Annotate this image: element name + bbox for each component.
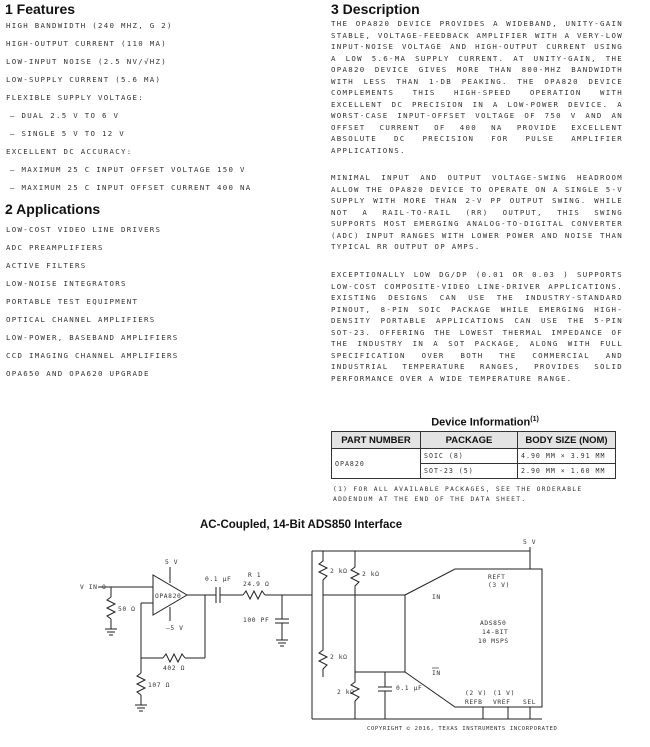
- package-cell: SOIC (8): [421, 449, 518, 464]
- circuit-label-adc-name: ADS850: [480, 620, 507, 627]
- circuit-label-r2k-c: 2 kΩ: [330, 654, 348, 661]
- circuit-label-vin: V IN O: [80, 584, 107, 591]
- circuit-label-r2k-d: 2 kΩ: [337, 689, 355, 696]
- circuit-label-reft-v: (3 V): [488, 582, 510, 589]
- table-row: [332, 449, 616, 464]
- table-header-row: [332, 432, 616, 449]
- column-header: BODY SIZE (NOM): [518, 432, 616, 449]
- circuit-label-r1: R 1: [248, 572, 262, 579]
- feature-item: LOW-SUPPLY CURRENT (5.6 MA): [6, 75, 162, 84]
- body-size-cell: 2.90 MM × 1.60 MM: [518, 464, 616, 479]
- part-number-cell: OPA820: [332, 449, 421, 479]
- circuit-copyright: COPYRIGHT © 2016, TEXAS INSTRUMENTS INCORPORATED: [367, 726, 558, 732]
- description-paragraph: EXCEPTIONALLY LOW DG/DP (0.01 OR 0.03 ) SUPPORTS LOW-COST COMPOSITE-VIDEO LINE-DRIVER APPLICATIONS. EXISTING DESIGNS CAN USE THE INDUSTRY-STANDARD PINOUT, 8-PIN SOIC PACKAGE WHILE EMERGING HIGH-DENSITY PORTABLE APPLICATIONS CAN USE THE 5-PIN SOT-23. OFFERING THE LOWEST THERMAL IMPEDANCE OF THE INDUSTRY IN A SOT PACKAGE, ALONG WITH FULL SPECIFICATION OVER BOTH THE COMMERCIAL AND INDUSTRIAL TEMPERATURE RANGES, PROVIDES SOLID PERFORMANCE OVER A WIDE TEMPERATURE RANGE.: [331, 270, 623, 383]
- body-size-cell: 4.90 MM × 3.91 MM: [518, 449, 616, 464]
- description-paragraph: THE OPA820 DEVICE PROVIDES A WIDEBAND, UNITY-GAIN STABLE, VOLTAGE-FEEDBACK AMPLIFIER WITH A VERY-LOW INPUT-NOISE VOLTAGE AND HIGH-OUTPUT CURRENT USING A LOW 5.6-MA SUPPLY CURRENT. AT UNITY-GAIN, THE OPA820 DEVICE GIVES MORE THAN 800-MHZ BANDWIDTH WITH LESS THAN 1-DB PEAKING. THE OPA820 DEVICE COMPLEMENTS THIS HIGH-SPEED OPERATION WITH EXCELLENT DC PRECISION IN A LOW-POWER DEVICE. A WORST-CASE INPUT-OFFSET VOLTAGE OF 750 V AND AN OFFSET CURRENT OF 400 NA PROVIDE EXCELLENT ABSOLUTE DC PRECISION FOR PULSE AMPLIFIER APPLICATIONS.: [331, 19, 623, 155]
- feature-item: HIGH-OUTPUT CURRENT (110 MA): [6, 39, 167, 48]
- application-item: OPTICAL CHANNEL AMPLIFIERS: [6, 315, 156, 324]
- circuit-label-r1-value: 24.9 Ω: [243, 581, 270, 588]
- circuit-label-pin-in: IN: [432, 594, 441, 601]
- circuit-title: AC-Coupled, 14-Bit ADS850 Interface: [200, 519, 403, 531]
- circuit-label-vpos-amp: 5 V: [165, 559, 179, 566]
- circuit-label-pin-inb: IN: [432, 670, 441, 677]
- application-item: ADC PREAMPLIFIERS: [6, 243, 104, 252]
- features-list: [6, 17, 251, 197]
- description-paragraph: MINIMAL INPUT AND OUTPUT VOLTAGE-SWING HEADROOM ALLOW THE OPA820 DEVICE TO OPERATE ON A SINGLE 5-V SUPPLY WITH MORE THAN 2-V PP OUTPUT SWING. WHILE NOT A RAIL-TO-RAIL (RR) OUTPUT, THIS SWING SUPPORTS MOST EMERGING ANALOG-TO-DIGITAL CONVERTER (ADC) INPUT RANGES WITH LOWER POWER AND NOISE THAN TYPICAL RR OUTPUT OP AMPS.: [331, 173, 623, 251]
- circuit-label-rf: 402 Ω: [163, 665, 185, 672]
- application-item: OPA650 AND OPA620 UPGRADE: [6, 369, 150, 378]
- feature-item: FLEXIBLE SUPPLY VOLTAGE:: [6, 93, 144, 102]
- device-info-title-text: Device Information: [431, 416, 531, 429]
- circuit-label-vref: VREF: [493, 699, 511, 706]
- circuit-label-r2k-a: 2 kΩ: [330, 568, 348, 575]
- circuit-label-amp-name: OPA820: [155, 593, 182, 600]
- applications-heading: 2 Applications: [5, 201, 101, 217]
- application-item: PORTABLE TEST EQUIPMENT: [6, 297, 139, 306]
- feature-item: EXCELLENT DC ACCURACY:: [6, 147, 133, 156]
- column-header: PART NUMBER: [332, 432, 421, 449]
- application-item: LOW-NOISE INTEGRATORS: [6, 279, 127, 288]
- device-info-table: [331, 431, 616, 479]
- circuit-label-vneg: –5 V: [166, 625, 184, 632]
- circuit-label-refb: REFB: [465, 699, 483, 706]
- application-item: LOW-COST VIDEO LINE DRIVERS: [6, 225, 162, 234]
- circuit-label-r2k-b: 2 kΩ: [362, 571, 380, 578]
- feature-item: LOW-INPUT NOISE (2.5 NV/√HZ): [6, 57, 167, 66]
- circuit-label-refb-v: (2 V): [465, 690, 487, 697]
- circuit-label-reft: REFT: [488, 574, 506, 581]
- description-heading: 3 Description: [331, 1, 420, 17]
- device-info-footnote-ref: (1): [530, 416, 539, 423]
- circuit-label-vs5: 5 V: [523, 539, 537, 546]
- circuit-schematic: [75, 537, 645, 742]
- circuit-label-c100: 100 PF: [243, 617, 270, 624]
- device-info-title: [395, 416, 575, 429]
- circuit-label-adc-rate: 10 MSPS: [478, 638, 509, 645]
- circuit-label-adc-bits: 14-BIT: [482, 629, 509, 636]
- application-item: LOW-POWER, BASEBAND AMPLIFIERS: [6, 333, 179, 342]
- features-heading: 1 Features: [5, 1, 76, 17]
- column-header: PACKAGE: [421, 432, 518, 449]
- circuit-label-c01: 0.1 μF: [396, 685, 423, 692]
- device-info-footnote: (1) FOR ALL AVAILABLE PACKAGES, SEE THE ORDERABLE ADDENDUM AT THE END OF THE DATA SHEET.: [333, 486, 583, 503]
- feature-subitem: – MAXIMUM 25 C INPUT OFFSET VOLTAGE 150 V: [10, 165, 246, 174]
- circuit-label-rg: 107 Ω: [148, 682, 170, 689]
- application-item: ACTIVE FILTERS: [6, 261, 87, 270]
- feature-item: HIGH BANDWIDTH (240 MHZ, G 2): [6, 21, 173, 30]
- application-item: CCD IMAGING CHANNEL AMPLIFIERS: [6, 351, 179, 360]
- circuit-label-cap01: 0.1 μF: [205, 576, 232, 583]
- applications-list: [6, 221, 179, 383]
- feature-subitem: – DUAL 2.5 V TO 6 V: [10, 111, 120, 120]
- circuit-label-r50: 50 Ω: [118, 606, 136, 613]
- feature-subitem: – MAXIMUM 25 C INPUT OFFSET CURRENT 400 NA: [10, 183, 252, 192]
- feature-subitem: – SINGLE 5 V TO 12 V: [10, 129, 125, 138]
- circuit-label-vref-v: (1 V): [493, 690, 515, 697]
- package-cell: SOT-23 (5): [421, 464, 518, 479]
- circuit-label-sel: SEL: [523, 699, 537, 706]
